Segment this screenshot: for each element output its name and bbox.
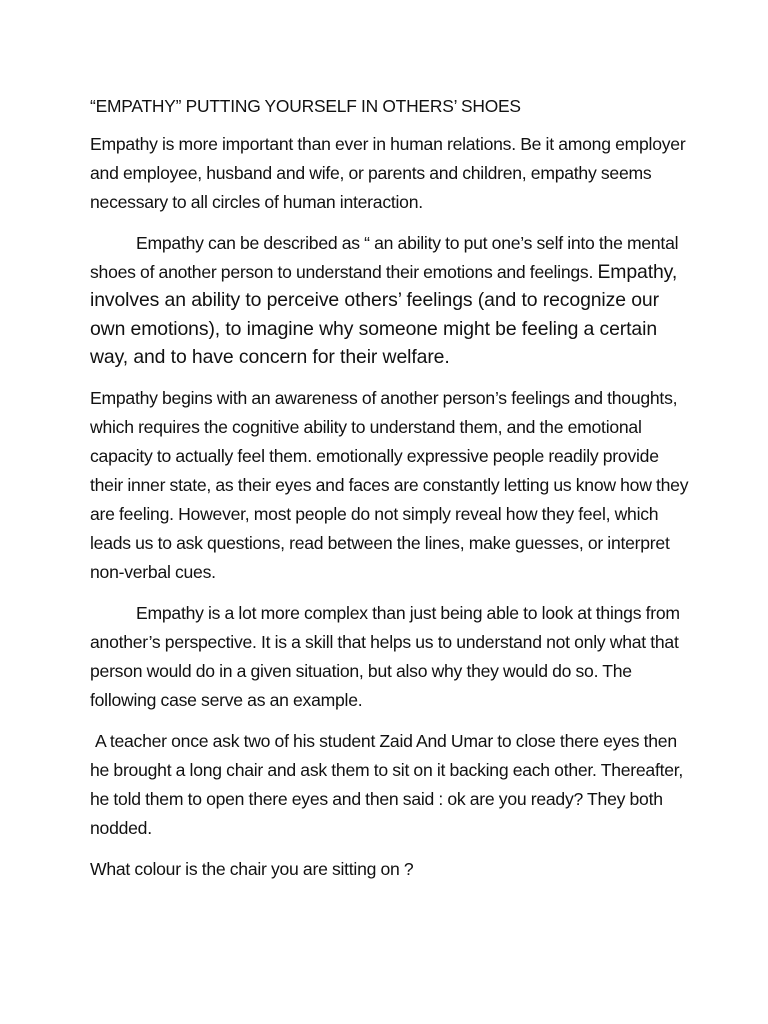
paragraph-definition [90, 229, 690, 372]
document-title: “EMPATHY” PUTTING YOURSELF IN OTHERS’ SHOES [90, 96, 521, 116]
paragraph-intro: Empathy is more important than ever in human relations. Be it among employer and employee, husband and wife, or parents and children, empathy seems necessary to all circles of human interaction. [90, 134, 686, 212]
paragraph-teacher-story: A teacher once ask two of his student Zaid And Umar to close there eyes then he brought a long chair and ask them to sit on it backing each other. Thereafter, he told them to open there eyes and then said : ok are you ready? They both nodded. [90, 730, 684, 838]
paragraph-complexity: Empathy is a lot more complex than just being able to look at things from another’s perspective. It is a skill that helps us to understand not only what that person would do in a given situation, but also why they would do so. The following case serve as an example. [90, 602, 680, 710]
paragraph-awareness: Empathy begins with an awareness of another person’s feelings and thoughts, which requires the cognitive ability to understand them, and the emotional capacity to actually feel them. emotionally expressive people readily provide their inner state, as their eyes and faces are constantly letting us know how they are feeling. However, most people do not simply reveal how they feel, which leads us to ask questions, read between the lines, make guesses, or interpret non-verbal cues. [90, 387, 689, 582]
document-body [90, 94, 690, 896]
definition-emphasis: Empathy, involves an ability to perceive others’ feelings (and to recognize our own emotions), to imagine why someone might be feeling a certain way, and to have concern for their welfare. [90, 260, 678, 368]
paragraph-question: What colour is the chair you are sitting on ? [90, 858, 414, 879]
definition-text: Empathy can be described as “ an ability to put one’s self into the mental shoes of another person to understand their emotions and feelings. [90, 233, 679, 282]
